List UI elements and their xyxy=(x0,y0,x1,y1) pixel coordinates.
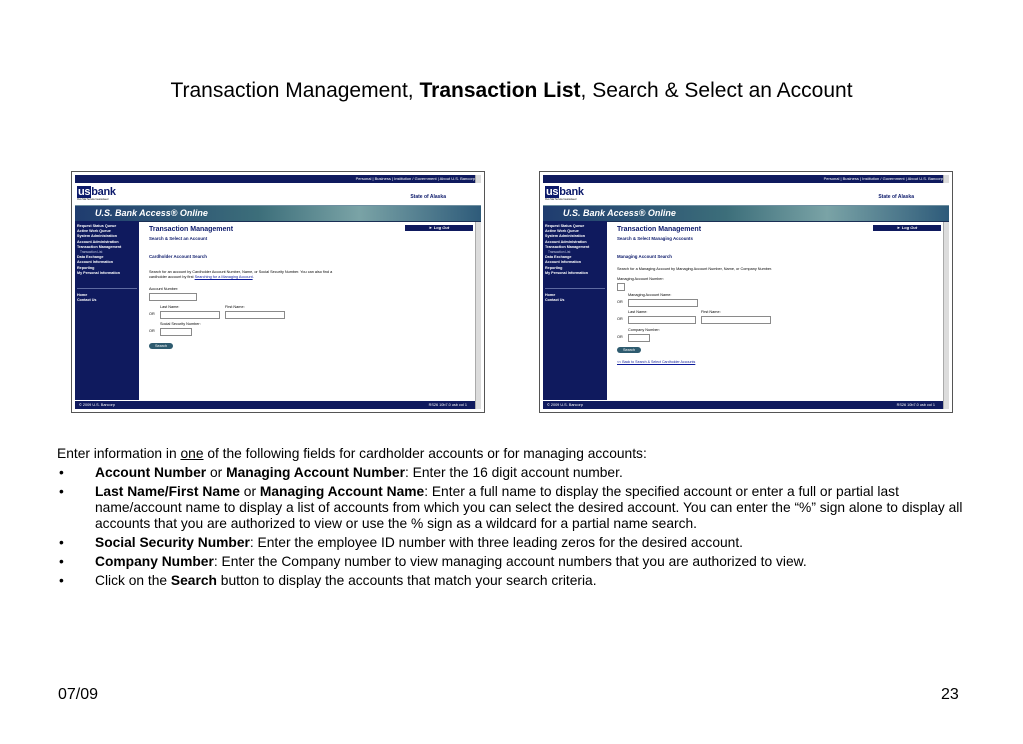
page-subtitle: Search & Select an Account xyxy=(149,236,208,241)
sidebar-item-system-administration[interactable]: System Administration xyxy=(77,234,118,239)
slide-title xyxy=(0,79,1023,103)
page-title: Transaction Management xyxy=(149,226,234,233)
instructions-intro: Enter information in one of the following fields for cardholder accounts or for managing accounts: xyxy=(57,446,647,461)
footer xyxy=(543,401,943,409)
back-to-cardholder-search-link[interactable]: << Back to Search & Select Cardholder Accounts xyxy=(617,360,696,364)
footer-version: RS26 10b7.0 usb col 1 xyxy=(428,403,467,407)
banner xyxy=(543,205,949,222)
sidebar-subitem-transaction-list[interactable]: Transaction List xyxy=(548,250,571,255)
right-screenshot xyxy=(539,171,953,413)
banner-title: U.S. Bank Access® Online xyxy=(95,208,208,218)
company-number-label: Company Number: xyxy=(628,328,660,332)
bullet-company-number: • Company Number: Enter the Company number to view managing account numbers that you are authorized to view. xyxy=(59,554,807,569)
sidebar-item-my-personal-information[interactable]: My Personal Information xyxy=(77,270,121,275)
ssn-input[interactable] xyxy=(160,328,192,336)
footer-version: RS26 10b7.0 usb col 1 xyxy=(896,403,935,407)
sidebar-divider xyxy=(77,288,137,289)
sidebar-item-data-exchange[interactable]: Data Exchange xyxy=(545,255,572,260)
title-part-bold: Transaction List xyxy=(419,79,581,102)
search-description: Search for a Managing Account by Managing Account Number, Name, or Company Number. xyxy=(617,267,773,271)
bullet-name: • Last Name/First Name or Managing Account Name: Enter a full name to display the specified account or enter a full or partial last name/account name to display a list of accounts from which you can select the desired account. You can enter the “%” sign alone to display all accounts that you are authorized to view or use the % sign as a wildcard for a partial name search. xyxy=(59,484,963,531)
section-title: Cardholder Account Search xyxy=(149,254,207,259)
sidebar-item-contact-us[interactable]: Contact Us xyxy=(545,298,565,303)
ssn-label: Social Security Number: xyxy=(160,322,201,326)
first-name-label: First Name: xyxy=(225,305,245,309)
last-name-input[interactable] xyxy=(628,316,696,324)
state-label: State of Alaska xyxy=(878,194,914,200)
bullet-icon: • xyxy=(59,554,64,569)
managing-account-number-input[interactable] xyxy=(617,283,625,291)
or-label: OR xyxy=(617,317,623,321)
sidebar-divider xyxy=(545,288,605,289)
bullet-icon: • xyxy=(59,484,64,499)
company-number-input[interactable] xyxy=(628,334,650,342)
first-name-input[interactable] xyxy=(225,311,285,319)
last-name-label: Last Name: xyxy=(160,305,180,309)
logout-button[interactable]: ► Log Out xyxy=(873,225,941,231)
last-name-input[interactable] xyxy=(160,311,220,319)
section-title: Managing Account Search xyxy=(617,254,672,259)
bullet-ssn: • Social Security Number: Enter the employee ID number with three leading zeros for the desired account. xyxy=(59,535,744,550)
sidebar-item-active-work-queue[interactable]: Active Work Queue xyxy=(545,229,579,234)
copyright: © 2009 U.S. Bancorp xyxy=(79,403,115,407)
bullet-search: • Click on the Search button to display the accounts that match your search criteria. xyxy=(59,573,597,588)
title-part-2: , Search & Select an Account xyxy=(580,79,853,102)
banner xyxy=(75,205,481,222)
footer-date: 07/09 xyxy=(58,686,99,703)
search-description: Search for an account by Cardholder Account Number, Name, or Social Security Number. You can also find a cardholder account by first Searching for a Managing Account. xyxy=(149,270,333,279)
sidebar-item-home[interactable]: Home xyxy=(545,293,556,298)
bullet-icon: • xyxy=(59,465,64,480)
search-button[interactable]: Search xyxy=(149,343,173,349)
logout-button[interactable]: ► Log Out xyxy=(405,225,473,231)
page-subtitle: Search & Select Managing Accounts xyxy=(617,236,693,241)
sidebar xyxy=(75,221,139,400)
title-part-1: Transaction Management, xyxy=(170,79,420,102)
sidebar-item-reporting[interactable]: Reporting xyxy=(77,265,95,270)
copyright: © 2009 U.S. Bancorp xyxy=(547,403,583,407)
instructions xyxy=(57,446,967,592)
sidebar-item-my-personal-information[interactable]: My Personal Information xyxy=(545,270,589,275)
left-screenshot xyxy=(71,171,485,413)
page-number: 23 xyxy=(941,686,959,703)
sidebar-item-account-administration[interactable]: Account Administration xyxy=(545,239,587,244)
main-panel xyxy=(611,221,941,400)
first-name-input[interactable] xyxy=(701,316,771,324)
banner-title: U.S. Bank Access® Online xyxy=(563,208,676,218)
sidebar xyxy=(543,221,607,400)
managing-account-name-input[interactable] xyxy=(628,299,698,307)
sidebar-item-reporting[interactable]: Reporting xyxy=(545,265,563,270)
usbank-logo: usbank Five Star Service Guaranteed xyxy=(545,186,584,201)
sidebar-item-system-administration[interactable]: System Administration xyxy=(545,234,586,239)
state-label: State of Alaska xyxy=(410,194,446,200)
account-number-label: Account Number: xyxy=(149,287,179,291)
or-label: OR xyxy=(617,300,623,304)
managing-account-number-label: Managing Account Number: xyxy=(617,277,664,281)
managing-account-name-label: Managing Account Name: xyxy=(628,293,672,297)
top-navigation[interactable]: Personal | Business | Institution / Government | About U.S. Bancorp xyxy=(543,175,949,183)
sidebar-item-active-work-queue[interactable]: Active Work Queue xyxy=(77,229,111,234)
sidebar-item-contact-us[interactable]: Contact Us xyxy=(77,298,97,303)
bullet-account-number: • Account Number or Managing Account Number: Enter the 16 digit account number. xyxy=(59,465,623,480)
sidebar-item-data-exchange[interactable]: Data Exchange xyxy=(77,255,104,260)
bullet-icon: • xyxy=(59,573,64,588)
account-number-input[interactable] xyxy=(149,293,197,301)
or-label: OR xyxy=(149,329,155,333)
bullet-icon: • xyxy=(59,535,64,550)
sidebar-subitem-transaction-list[interactable]: Transaction List xyxy=(80,250,103,255)
managing-account-search-link[interactable]: Searching for a Managing Account xyxy=(194,275,253,279)
first-name-label: First Name: xyxy=(701,310,721,314)
usbank-logo: usbank Five Star Service Guaranteed xyxy=(77,186,116,201)
footer xyxy=(75,401,475,409)
or-label: OR xyxy=(149,312,155,316)
sidebar-item-transaction-management[interactable]: Transaction Management xyxy=(77,244,122,249)
sidebar-item-transaction-management[interactable]: Transaction Management xyxy=(545,244,590,249)
sidebar-item-request-status-queue[interactable]: Request Status Queue xyxy=(545,224,585,228)
sidebar-item-account-information[interactable]: Account Information xyxy=(545,260,582,265)
sidebar-item-request-status-queue[interactable]: Request Status Queue xyxy=(77,224,117,228)
sidebar-item-account-information[interactable]: Account Information xyxy=(77,260,114,265)
or-label: OR xyxy=(617,335,623,339)
sidebar-item-home[interactable]: Home xyxy=(77,293,88,298)
sidebar-item-account-administration[interactable]: Account Administration xyxy=(77,239,119,244)
search-button[interactable]: Search xyxy=(617,347,641,353)
last-name-label: Last Name: xyxy=(628,310,648,314)
main-panel xyxy=(143,221,473,400)
top-navigation[interactable]: Personal | Business | Institution / Government | About U.S. Bancorp xyxy=(75,175,481,183)
page-title: Transaction Management xyxy=(617,226,702,233)
